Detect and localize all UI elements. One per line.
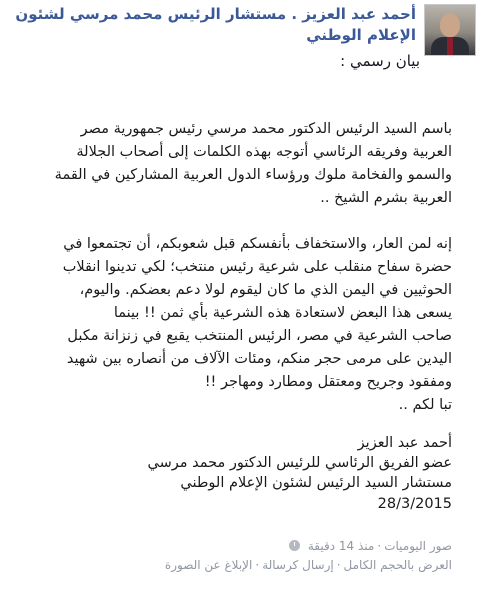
author-name-link[interactable]: [10, 4, 416, 46]
text-line: تبا لكم ..: [398, 397, 452, 413]
meta-row-2: العرض بالحجم الكامل·إرسال كرسالة·الإبلاغ عن الصورة: [164, 558, 452, 572]
signature-block: [148, 433, 453, 514]
text-line: والسمو والفخامة ملوك ورؤساء الدول العربية المشاركين في القمة: [54, 167, 452, 183]
signature-name: أحمد عبد العزيز: [357, 435, 452, 451]
send-as-message-link[interactable]: إرسال كرسالة: [262, 558, 334, 572]
author-line-2: الإعلام الوطني: [306, 26, 416, 44]
post-subtitle: بيان رسمي :: [340, 52, 420, 70]
text-line: العربية بشرم الشيخ ..: [320, 190, 452, 206]
signature-role-1: عضو الفريق الرئاسي للرئيس الدكتور محمد مرسي: [147, 455, 452, 471]
avatar-face: [440, 13, 460, 37]
text-line: الحوثيين في اليمن الذي ما كان ليقوم لولا دعم بعضكم. واليوم،: [79, 282, 452, 298]
text-line: العربية وفريقه الرئاسي أتوجه بهذه الكلمات إلى أصحاب الجلالة: [76, 144, 452, 160]
post-header: [10, 4, 476, 56]
text-line: صاحب الشرعية في مصر، الرئيس المنتخب يقبع في زنزانة مكبل: [67, 328, 452, 344]
text-line: إنه لمن العار، والاستخفاف بأنفسكم قبل شعوبكم، أن تجتمعوا في: [63, 236, 452, 252]
photo-meta: [10, 537, 452, 575]
report-photo-link[interactable]: الإبلاغ عن الصورة: [164, 558, 253, 572]
full-size-link[interactable]: العرض بالحجم الكامل: [343, 558, 452, 572]
clock-icon: [289, 540, 300, 551]
avatar-tie: [447, 37, 453, 55]
signature-date: 28/3/2015: [377, 496, 452, 512]
author-avatar[interactable]: [424, 4, 476, 56]
statement-body: [22, 118, 452, 440]
paragraph-1: [22, 118, 452, 210]
text-line: يسعى هذا البعض لاستعادة هذه الشرعية بأي ثمن !! بينما: [113, 305, 452, 321]
meta-row-1: صور اليوميات·منذ 14 دقيقة: [10, 537, 452, 556]
text-line: باسم السيد الرئيس الدكتور محمد مرسي رئيس جمهورية مصر: [80, 121, 452, 137]
text-line: حضرة سفاح منقلب على شرعية رئيس منتخب؛ لكي تدينوا انقلاب: [62, 259, 452, 275]
timestamp-link[interactable]: منذ 14 دقيقة: [307, 539, 375, 553]
text-line: ومفقود وجريح ومعتقل ومطارد ومهاجر !!: [204, 374, 452, 390]
paragraph-2: [22, 233, 452, 417]
text-line: اليدين على مرمى حجر منكم، ومئات الآلاف من أنصاره بين شهيد: [66, 351, 452, 367]
signature-role-2: مستشار السيد الرئيس لشئون الإعلام الوطني: [180, 475, 452, 491]
album-link[interactable]: صور اليوميات: [384, 539, 452, 553]
author-line-1: أحمد عبد العزيز . مستشار الرئيس محمد مرسي لشئون: [15, 5, 416, 23]
